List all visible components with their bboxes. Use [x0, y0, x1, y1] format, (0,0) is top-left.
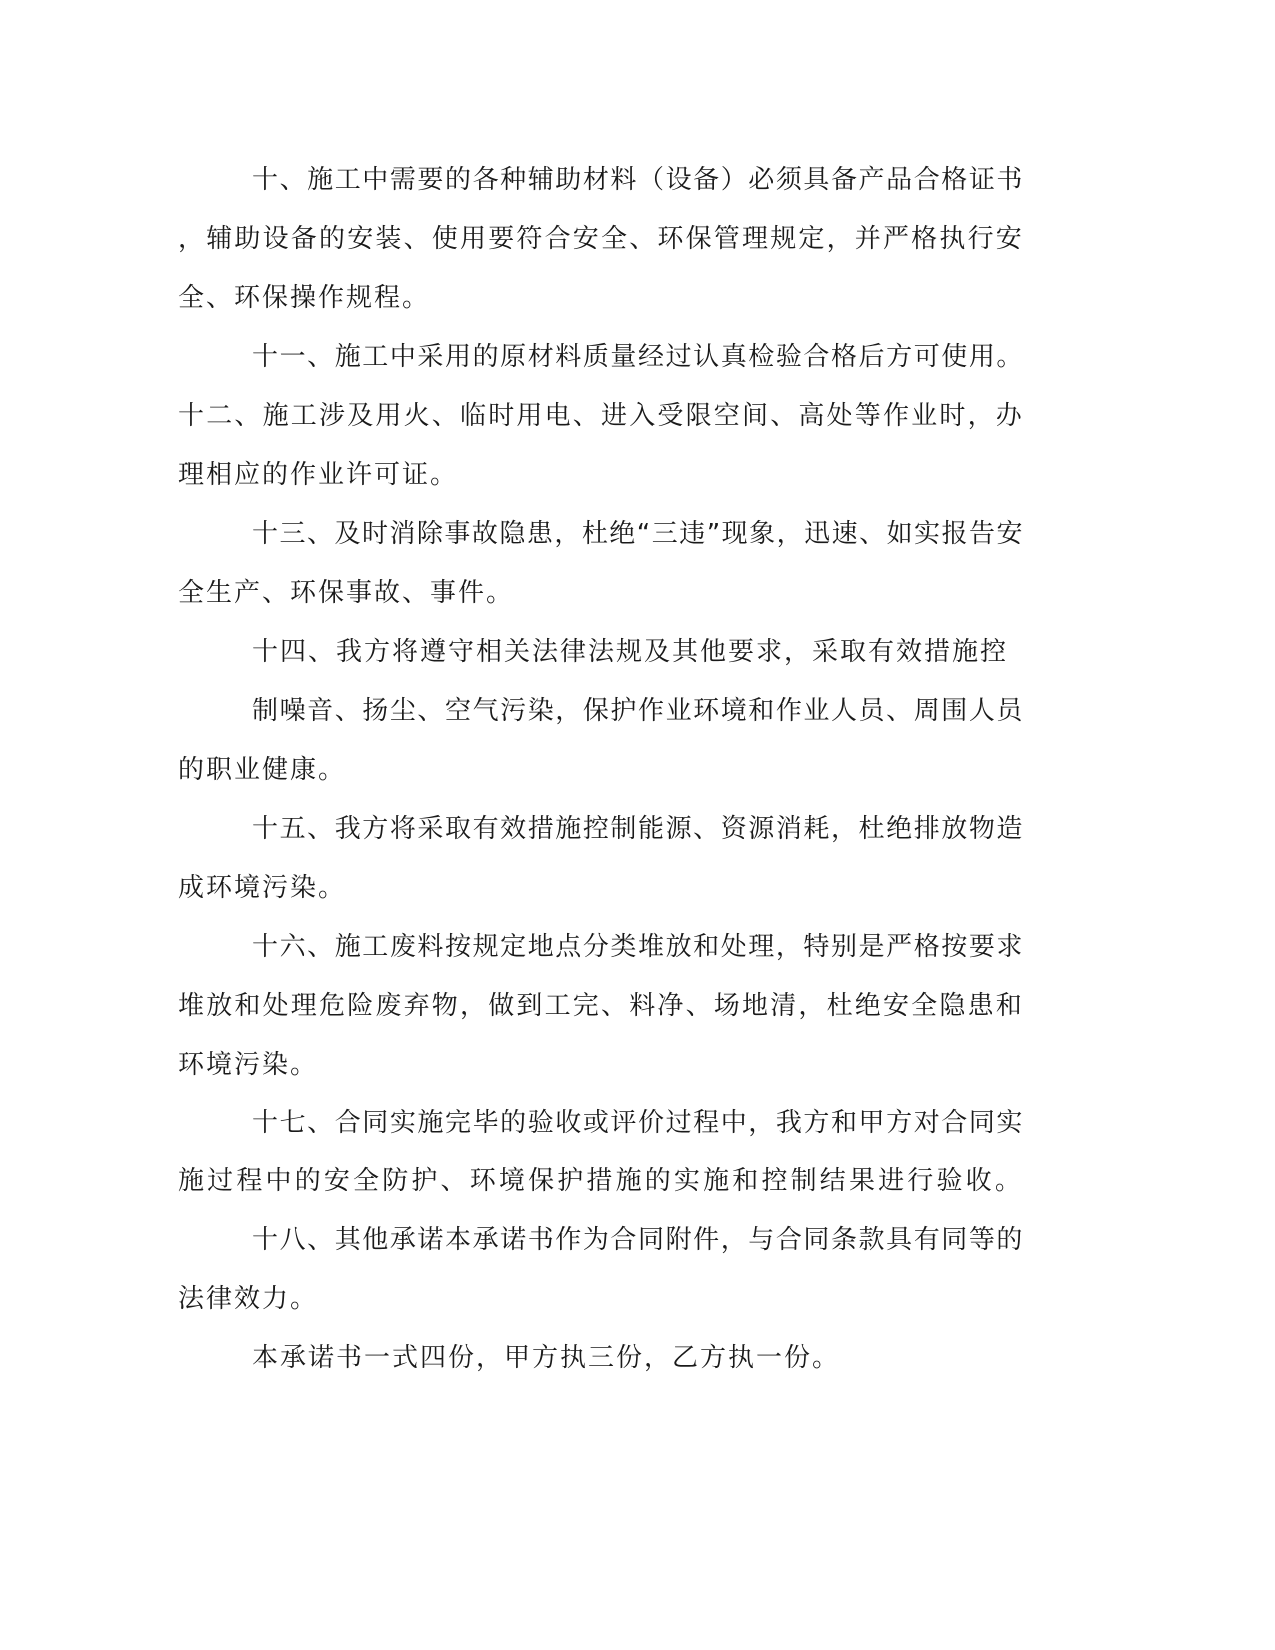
- text-line: 理相应的作业许可证。: [178, 460, 459, 490]
- text-line: 十五、我方将采取有效措施控制能源、资源消耗，杜绝排放物造: [252, 814, 1024, 844]
- text-line: 十三、及时消除事故隐患，杜绝“三违”现象，迅速、如实报告安: [252, 519, 1024, 549]
- text-line: 十一、施工中采用的原材料质量经过认真检验合格后方可使用。: [252, 342, 1024, 372]
- text-line: 环境污染。: [178, 1050, 319, 1080]
- text-line: 成环境污染。: [178, 873, 347, 903]
- text-line: 全、环保操作规程。: [178, 283, 431, 313]
- text-line: 十七、合同实施完毕的验收或评价过程中，我方和甲方对合同实: [252, 1108, 1024, 1138]
- text-line: 的职业健康。: [178, 755, 347, 785]
- text-line: 法律效力。: [178, 1284, 319, 1314]
- text-line: 全生产、环保事故、事件。: [178, 578, 515, 608]
- text-line: 本承诺书一式四份，甲方执三份，乙方执一份。: [252, 1343, 841, 1373]
- text-line: 制噪音、扬尘、空气污染，保护作业环境和作业人员、周围人员: [252, 696, 1024, 726]
- text-line: 施过程中的安全防护、环境保护措施的实施和控制结果进行验收。: [178, 1166, 1024, 1196]
- text-line: 堆放和处理危险废弃物，做到工完、料净、场地清，杜绝安全隐患和: [178, 991, 1024, 1021]
- text-line: 十八、其他承诺本承诺书作为合同附件，与合同条款具有同等的: [252, 1225, 1024, 1255]
- text-line: 十六、施工废料按规定地点分类堆放和处理，特别是严格按要求: [252, 932, 1024, 962]
- text-line: 十二、施工涉及用火、临时用电、进入受限空间、高处等作业时，办: [178, 401, 1024, 431]
- text-line: ，辅助设备的安装、使用要符合安全、环保管理规定，并严格执行安: [178, 224, 1024, 254]
- text-line: 十、施工中需要的各种辅助材料（设备）必须具备产品合格证书: [252, 165, 1024, 195]
- text-line: 十四、我方将遵守相关法律法规及其他要求，采取有效措施控: [252, 637, 1009, 667]
